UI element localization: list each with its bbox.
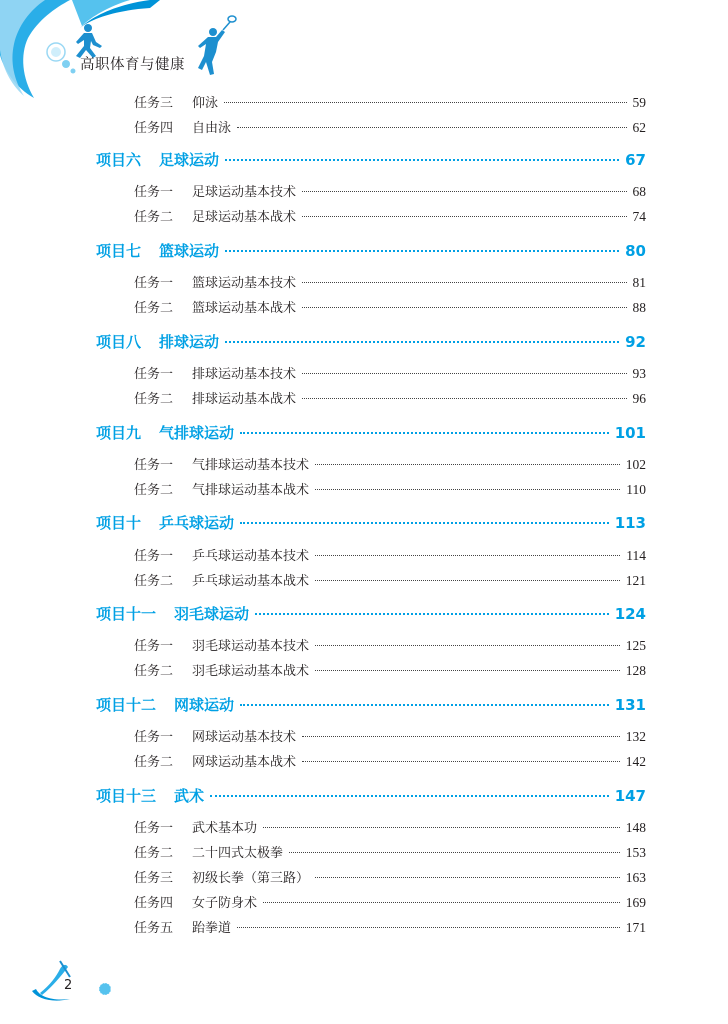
- task-number: 任务二: [134, 392, 174, 407]
- task-number: 任务四: [134, 896, 174, 911]
- task-title: 武术基本功: [192, 821, 258, 836]
- toc-task-entry[interactable]: [134, 388, 646, 407]
- page-number: 2: [64, 978, 73, 993]
- toc-task-entry[interactable]: [134, 726, 646, 745]
- toc-entry-label: [134, 206, 296, 225]
- task-number: 任务二: [134, 664, 174, 679]
- project-number: 项目十一: [96, 605, 157, 623]
- toc-project-entry[interactable]: [96, 694, 646, 715]
- toc-task-entry[interactable]: [134, 867, 646, 886]
- dot-leader: [225, 250, 619, 252]
- page-ref: 163: [625, 870, 646, 885]
- dot-leader: [315, 464, 620, 465]
- toc-entry-label: [96, 149, 219, 170]
- dot-leader: [225, 159, 619, 161]
- toc-entry-label: [96, 694, 234, 715]
- toc-entry-label: [134, 545, 309, 564]
- toc-task-entry[interactable]: [134, 117, 646, 136]
- task-number: 任务一: [134, 639, 174, 654]
- page-ref: 102: [625, 457, 646, 472]
- toc-project-entry[interactable]: [96, 422, 646, 443]
- task-title: 排球运动基本技术: [192, 367, 297, 382]
- dot-leader: [302, 282, 626, 283]
- toc-entry-label: [134, 388, 296, 407]
- toc-entry-label: [134, 297, 296, 316]
- page-ref: 128: [625, 663, 646, 678]
- dot-leader: [224, 102, 626, 103]
- toc-entry-label: [134, 272, 296, 291]
- project-number: 项目七: [96, 242, 142, 260]
- toc-entry-label: [134, 660, 309, 679]
- toc-entry-label: [96, 603, 249, 624]
- page-ref: 88: [632, 300, 646, 315]
- page-ref: 148: [625, 820, 646, 835]
- project-title: 气排球运动: [159, 424, 235, 442]
- page-ref: 113: [614, 514, 646, 532]
- project-number: 项目十二: [96, 696, 157, 714]
- project-number: 项目九: [96, 424, 142, 442]
- toc-project-entry[interactable]: [96, 603, 646, 624]
- dot-leader: [240, 704, 609, 706]
- task-number: 任务一: [134, 276, 174, 291]
- toc-task-entry[interactable]: [134, 892, 646, 911]
- task-title: 跆拳道: [192, 921, 232, 936]
- task-number: 任务二: [134, 846, 174, 861]
- toc-entry-label: [134, 570, 309, 589]
- page-ref: 62: [632, 120, 646, 135]
- task-number: 任务二: [134, 574, 174, 589]
- dot-leader: [255, 613, 609, 615]
- toc-task-entry[interactable]: [134, 92, 646, 111]
- dot-leader: [315, 877, 620, 878]
- toc-task-entry[interactable]: [134, 570, 646, 589]
- toc-task-entry[interactable]: [134, 635, 646, 654]
- toc-task-entry[interactable]: [134, 479, 646, 498]
- toc-entry-label: [134, 117, 231, 136]
- page-ref: 80: [625, 242, 646, 260]
- book-title: 高职体育与健康: [80, 57, 185, 73]
- task-number: 任务一: [134, 185, 174, 200]
- dot-leader: [315, 489, 620, 490]
- footer-decoration: [30, 955, 130, 1005]
- task-number: 任务一: [134, 549, 174, 564]
- project-number: 项目八: [96, 333, 142, 351]
- dot-leader: [302, 761, 620, 762]
- toc-entry-label: [96, 422, 234, 443]
- project-title: 网球运动: [174, 696, 235, 714]
- project-number: 项目十三: [96, 787, 157, 805]
- task-title: 足球运动基本技术: [192, 185, 297, 200]
- dot-leader: [302, 373, 626, 374]
- page-ref: 67: [625, 151, 646, 169]
- page-ref: 93: [632, 366, 646, 381]
- task-number: 任务五: [134, 921, 174, 936]
- page-ref: 142: [625, 754, 646, 769]
- page-ref: 131: [614, 696, 646, 714]
- toc-task-entry[interactable]: [134, 660, 646, 679]
- page-ref: 101: [614, 424, 646, 442]
- project-number: 项目六: [96, 151, 142, 169]
- task-title: 网球运动基本技术: [192, 730, 297, 745]
- toc-entry-label: [134, 817, 257, 836]
- task-number: 任务三: [134, 871, 174, 886]
- toc-task-entry[interactable]: [134, 454, 646, 473]
- task-number: 任务二: [134, 301, 174, 316]
- page-ref: 68: [632, 184, 646, 199]
- dot-leader: [302, 307, 626, 308]
- dot-leader: [240, 432, 609, 434]
- page-ref: 114: [626, 548, 646, 563]
- task-title: 气排球运动基本技术: [192, 458, 310, 473]
- dot-leader: [315, 645, 620, 646]
- toc-entry-label: [134, 867, 309, 886]
- task-number: 任务二: [134, 483, 174, 498]
- toc-project-entry[interactable]: [96, 331, 646, 352]
- dot-leader: [302, 216, 626, 217]
- page-ref: 124: [614, 605, 646, 623]
- page-ref: 125: [625, 638, 646, 653]
- task-title: 乒乓球运动基本战术: [192, 574, 310, 589]
- dot-leader: [240, 522, 609, 524]
- dot-leader: [263, 902, 620, 903]
- page-ref: 169: [625, 895, 646, 910]
- dot-leader: [315, 670, 620, 671]
- page-ref: 171: [625, 920, 646, 935]
- toc-task-entry[interactable]: [134, 751, 646, 770]
- page-ref: 81: [632, 275, 646, 290]
- toc-entry-label: [134, 363, 296, 382]
- toc-task-entry[interactable]: [134, 206, 646, 225]
- toc-task-entry[interactable]: [134, 545, 646, 564]
- task-title: 乒乓球运动基本技术: [192, 549, 310, 564]
- dot-leader: [315, 555, 620, 556]
- toc-task-entry[interactable]: [134, 297, 646, 316]
- toc-task-entry[interactable]: [134, 917, 646, 936]
- toc-entry-label: [134, 917, 231, 936]
- task-title: 排球运动基本战术: [192, 392, 297, 407]
- toc-entry-label: [134, 181, 296, 200]
- toc-entry-label: [96, 785, 204, 806]
- dot-leader: [237, 127, 626, 128]
- page-ref: 121: [625, 573, 646, 588]
- toc-project-entry[interactable]: [96, 240, 646, 261]
- dot-leader: [302, 736, 620, 737]
- task-number: 任务一: [134, 458, 174, 473]
- page-ref: 96: [632, 391, 646, 406]
- dot-leader: [289, 852, 620, 853]
- toc-task-entry[interactable]: [134, 817, 646, 836]
- dot-leader: [225, 341, 619, 343]
- page-ref: 110: [626, 482, 646, 497]
- task-title: 二十四式太极拳: [192, 846, 284, 861]
- task-number: 任务三: [134, 96, 174, 111]
- project-title: 乒乓球运动: [159, 514, 235, 532]
- task-title: 初级长拳（第三路）: [192, 871, 310, 886]
- task-title: 羽毛球运动基本战术: [192, 664, 310, 679]
- toc-entry-label: [134, 726, 296, 745]
- task-number: 任务一: [134, 367, 174, 382]
- task-title: 羽毛球运动基本技术: [192, 639, 310, 654]
- toc-task-entry[interactable]: [134, 363, 646, 382]
- toc-entry-label: [134, 479, 309, 498]
- task-number: 任务四: [134, 121, 174, 136]
- dot-leader: [315, 580, 620, 581]
- toc-entry-label: [96, 331, 219, 352]
- toc-entry-label: [134, 892, 257, 911]
- task-title: 网球运动基本战术: [192, 755, 297, 770]
- task-title: 足球运动基本战术: [192, 210, 297, 225]
- toc-task-entry[interactable]: [134, 272, 646, 291]
- task-title: 篮球运动基本战术: [192, 301, 297, 316]
- project-number: 项目十: [96, 514, 142, 532]
- toc-entry-label: [134, 842, 283, 861]
- page-ref: 132: [625, 729, 646, 744]
- toc-project-entry[interactable]: [96, 149, 646, 170]
- page-ref: 92: [625, 333, 646, 351]
- project-title: 篮球运动: [159, 242, 220, 260]
- dot-leader: [237, 927, 620, 928]
- project-title: 羽毛球运动: [174, 605, 250, 623]
- toc-entry-label: [134, 751, 296, 770]
- project-title: 排球运动: [159, 333, 220, 351]
- toc-task-entry[interactable]: [134, 842, 646, 861]
- dot-leader: [302, 398, 626, 399]
- dot-leader: [263, 827, 620, 828]
- task-title: 篮球运动基本技术: [192, 276, 297, 291]
- toc-entry-label: [134, 635, 309, 654]
- dot-leader: [210, 795, 609, 797]
- page-ref: 147: [614, 787, 646, 805]
- toc-project-entry[interactable]: [96, 512, 646, 533]
- toc-entry-label: [96, 512, 234, 533]
- dot-leader: [302, 191, 626, 192]
- toc-project-entry[interactable]: [96, 785, 646, 806]
- toc-entry-label: [134, 454, 309, 473]
- task-title: 自由泳: [192, 121, 232, 136]
- toc-entry-label: [96, 240, 219, 261]
- page-ref: 59: [632, 95, 646, 110]
- task-number: 任务二: [134, 210, 174, 225]
- page-ref: 153: [625, 845, 646, 860]
- toc-task-entry[interactable]: [134, 181, 646, 200]
- toc-entry-label: [134, 92, 218, 111]
- task-number: 任务一: [134, 730, 174, 745]
- project-title: 武术: [174, 787, 205, 805]
- task-title: 仰泳: [192, 96, 219, 111]
- task-number: 任务二: [134, 755, 174, 770]
- task-title: 气排球运动基本战术: [192, 483, 310, 498]
- task-title: 女子防身术: [192, 896, 258, 911]
- task-number: 任务一: [134, 821, 174, 836]
- page-ref: 74: [632, 209, 646, 224]
- project-title: 足球运动: [159, 151, 220, 169]
